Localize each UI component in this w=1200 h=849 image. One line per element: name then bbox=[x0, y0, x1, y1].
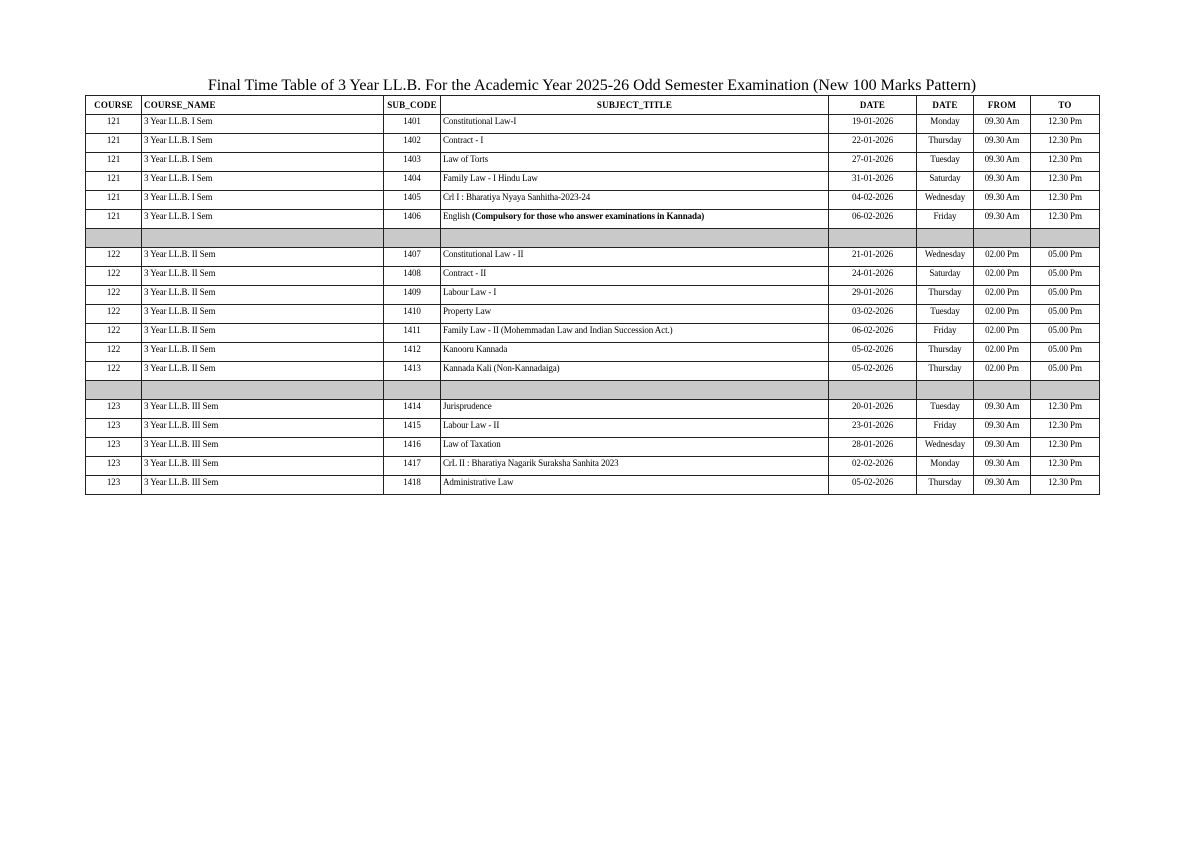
from-cell: 09.30 Am bbox=[974, 438, 1031, 457]
course-cell: 123 bbox=[86, 476, 142, 495]
date-cell: 05-02-2026 bbox=[829, 343, 917, 362]
day-cell: Wednesday bbox=[917, 248, 974, 267]
from-cell: 09.30 Am bbox=[974, 191, 1031, 210]
subject-title-cell bbox=[441, 248, 829, 267]
day-cell: Monday bbox=[917, 115, 974, 134]
to-cell: 12.30 Pm bbox=[1031, 191, 1100, 210]
course-name-cell: 3 Year LL.B. III Sem bbox=[142, 419, 384, 438]
separator-cell bbox=[917, 229, 974, 248]
to-cell: 12.30 Pm bbox=[1031, 115, 1100, 134]
course-cell: 121 bbox=[86, 210, 142, 229]
to-cell: 05.00 Pm bbox=[1031, 286, 1100, 305]
separator-cell bbox=[384, 381, 441, 400]
subject-title-text: Family Law - I Hindu Law bbox=[443, 173, 538, 183]
from-cell: 09.30 Am bbox=[974, 134, 1031, 153]
from-cell: 02.00 Pm bbox=[974, 324, 1031, 343]
to-cell: 12.30 Pm bbox=[1031, 400, 1100, 419]
to-cell: 12.30 Pm bbox=[1031, 134, 1100, 153]
separator-cell bbox=[142, 381, 384, 400]
course-name-cell: 3 Year LL.B. II Sem bbox=[142, 286, 384, 305]
subject-title-cell bbox=[441, 476, 829, 495]
course-name-cell: 3 Year LL.B. I Sem bbox=[142, 172, 384, 191]
course-cell: 122 bbox=[86, 343, 142, 362]
separator-cell bbox=[1031, 229, 1100, 248]
to-cell: 05.00 Pm bbox=[1031, 267, 1100, 286]
course-cell: 123 bbox=[86, 457, 142, 476]
subject-title-cell bbox=[441, 153, 829, 172]
course-cell: 121 bbox=[86, 134, 142, 153]
course-name-cell: 3 Year LL.B. II Sem bbox=[142, 324, 384, 343]
sub-code-cell: 1406 bbox=[384, 210, 441, 229]
group-separator-row bbox=[86, 229, 1100, 248]
from-cell: 09.30 Am bbox=[974, 115, 1031, 134]
from-cell: 09.30 Am bbox=[974, 419, 1031, 438]
course-cell: 123 bbox=[86, 419, 142, 438]
subject-note-text: (Compulsory for those who answer examinations in Kannada) bbox=[471, 211, 705, 221]
course-cell: 123 bbox=[86, 400, 142, 419]
course-cell: 121 bbox=[86, 153, 142, 172]
course-name-cell: 3 Year LL.B. II Sem bbox=[142, 248, 384, 267]
subject-title-cell bbox=[441, 210, 829, 229]
subject-title-text: Jurisprudence bbox=[443, 401, 492, 411]
to-cell: 05.00 Pm bbox=[1031, 362, 1100, 381]
subject-title-text: Kanooru Kannada bbox=[443, 344, 508, 354]
table-row bbox=[86, 476, 1100, 495]
course-cell: 121 bbox=[86, 191, 142, 210]
table-row bbox=[86, 286, 1100, 305]
course-name-cell: 3 Year LL.B. II Sem bbox=[142, 267, 384, 286]
date-cell: 05-02-2026 bbox=[829, 476, 917, 495]
from-cell: 02.00 Pm bbox=[974, 305, 1031, 324]
course-cell: 122 bbox=[86, 362, 142, 381]
from-cell: 02.00 Pm bbox=[974, 267, 1031, 286]
day-cell: Friday bbox=[917, 210, 974, 229]
header-row bbox=[86, 96, 1100, 115]
sub-code-cell: 1413 bbox=[384, 362, 441, 381]
day-cell: Saturday bbox=[917, 267, 974, 286]
separator-cell bbox=[1031, 381, 1100, 400]
separator-cell bbox=[86, 381, 142, 400]
subject-title-text: Law of Taxation bbox=[443, 439, 501, 449]
to-cell: 12.30 Pm bbox=[1031, 457, 1100, 476]
date-cell: 05-02-2026 bbox=[829, 362, 917, 381]
header-subject-title: SUBJECT_TITLE bbox=[441, 96, 829, 115]
table-row bbox=[86, 362, 1100, 381]
day-cell: Friday bbox=[917, 419, 974, 438]
to-cell: 05.00 Pm bbox=[1031, 343, 1100, 362]
separator-cell bbox=[829, 229, 917, 248]
from-cell: 02.00 Pm bbox=[974, 286, 1031, 305]
header-date: DATE bbox=[829, 96, 917, 115]
sub-code-cell: 1414 bbox=[384, 400, 441, 419]
to-cell: 05.00 Pm bbox=[1031, 305, 1100, 324]
sub-code-cell: 1409 bbox=[384, 286, 441, 305]
to-cell: 12.30 Pm bbox=[1031, 438, 1100, 457]
course-name-cell: 3 Year LL.B. I Sem bbox=[142, 210, 384, 229]
date-cell: 27-01-2026 bbox=[829, 153, 917, 172]
subject-title-cell bbox=[441, 324, 829, 343]
day-cell: Thursday bbox=[917, 343, 974, 362]
separator-cell bbox=[384, 229, 441, 248]
course-name-cell: 3 Year LL.B. III Sem bbox=[142, 400, 384, 419]
day-cell: Thursday bbox=[917, 286, 974, 305]
header-from: FROM bbox=[974, 96, 1031, 115]
subject-title-text: CrL II : Bharatiya Nagarik Suraksha Sanhita 2023 bbox=[443, 458, 619, 468]
sub-code-cell: 1407 bbox=[384, 248, 441, 267]
to-cell: 12.30 Pm bbox=[1031, 476, 1100, 495]
group-separator-row bbox=[86, 381, 1100, 400]
table-row bbox=[86, 438, 1100, 457]
day-cell: Tuesday bbox=[917, 153, 974, 172]
subject-title-text: Administrative Law bbox=[443, 477, 514, 487]
date-cell: 04-02-2026 bbox=[829, 191, 917, 210]
to-cell: 12.30 Pm bbox=[1031, 172, 1100, 191]
day-cell: Thursday bbox=[917, 134, 974, 153]
subject-title-cell bbox=[441, 343, 829, 362]
day-cell: Monday bbox=[917, 457, 974, 476]
date-cell: 02-02-2026 bbox=[829, 457, 917, 476]
subject-title-text: Labour Law - I bbox=[443, 287, 497, 297]
subject-title-cell bbox=[441, 419, 829, 438]
course-cell: 122 bbox=[86, 305, 142, 324]
course-cell: 122 bbox=[86, 248, 142, 267]
subject-title-cell bbox=[441, 457, 829, 476]
date-cell: 23-01-2026 bbox=[829, 419, 917, 438]
day-cell: Tuesday bbox=[917, 305, 974, 324]
table-row bbox=[86, 267, 1100, 286]
subject-title-cell bbox=[441, 115, 829, 134]
course-cell: 122 bbox=[86, 286, 142, 305]
page-title: Final Time Table of 3 Year LL.B. For the Academic Year 2025-26 Odd Semester Examination (New 100 Marks Pattern) bbox=[207, 77, 977, 94]
subject-title-text: Kannada Kali (Non-Kannadaiga) bbox=[443, 363, 560, 373]
table-row bbox=[86, 419, 1100, 438]
day-cell: Thursday bbox=[917, 362, 974, 381]
from-cell: 09.30 Am bbox=[974, 153, 1031, 172]
course-name-cell: 3 Year LL.B. II Sem bbox=[142, 305, 384, 324]
separator-cell bbox=[142, 229, 384, 248]
subject-title-cell bbox=[441, 172, 829, 191]
subject-title-text: Constitutional Law-I bbox=[443, 116, 517, 126]
separator-cell bbox=[441, 381, 829, 400]
sub-code-cell: 1412 bbox=[384, 343, 441, 362]
sub-code-cell: 1403 bbox=[384, 153, 441, 172]
to-cell: 12.30 Pm bbox=[1031, 153, 1100, 172]
date-cell: 31-01-2026 bbox=[829, 172, 917, 191]
subject-title-text: Property Law bbox=[443, 306, 492, 316]
header-day: DATE bbox=[917, 96, 974, 115]
sub-code-cell: 1416 bbox=[384, 438, 441, 457]
separator-cell bbox=[917, 381, 974, 400]
from-cell: 02.00 Pm bbox=[974, 343, 1031, 362]
subject-title-cell bbox=[441, 286, 829, 305]
date-cell: 20-01-2026 bbox=[829, 400, 917, 419]
subject-title-text: English bbox=[443, 211, 472, 221]
from-cell: 02.00 Pm bbox=[974, 362, 1031, 381]
from-cell: 09.30 Am bbox=[974, 476, 1031, 495]
course-name-cell: 3 Year LL.B. II Sem bbox=[142, 362, 384, 381]
table-row bbox=[86, 191, 1100, 210]
separator-cell bbox=[974, 381, 1031, 400]
from-cell: 09.30 Am bbox=[974, 210, 1031, 229]
sub-code-cell: 1417 bbox=[384, 457, 441, 476]
from-cell: 09.30 Am bbox=[974, 457, 1031, 476]
subject-title-cell bbox=[441, 305, 829, 324]
date-cell: 29-01-2026 bbox=[829, 286, 917, 305]
date-cell: 24-01-2026 bbox=[829, 267, 917, 286]
table-row bbox=[86, 248, 1100, 267]
sub-code-cell: 1408 bbox=[384, 267, 441, 286]
to-cell: 12.30 Pm bbox=[1031, 210, 1100, 229]
to-cell: 05.00 Pm bbox=[1031, 248, 1100, 267]
table-row bbox=[86, 324, 1100, 343]
sub-code-cell: 1410 bbox=[384, 305, 441, 324]
subject-title-text: Contract - II bbox=[443, 268, 487, 278]
header-sub-code: SUB_CODE bbox=[384, 96, 441, 115]
course-cell: 123 bbox=[86, 438, 142, 457]
day-cell: Tuesday bbox=[917, 400, 974, 419]
timetable bbox=[85, 95, 1100, 495]
timetable-body bbox=[86, 115, 1100, 495]
date-cell: 19-01-2026 bbox=[829, 115, 917, 134]
subject-title-cell bbox=[441, 400, 829, 419]
table-row bbox=[86, 457, 1100, 476]
day-cell: Friday bbox=[917, 324, 974, 343]
table-row bbox=[86, 153, 1100, 172]
date-cell: 06-02-2026 bbox=[829, 210, 917, 229]
table-row bbox=[86, 343, 1100, 362]
course-cell: 122 bbox=[86, 324, 142, 343]
subject-title-cell bbox=[441, 438, 829, 457]
sub-code-cell: 1418 bbox=[384, 476, 441, 495]
course-name-cell: 3 Year LL.B. III Sem bbox=[142, 438, 384, 457]
course-name-cell: 3 Year LL.B. I Sem bbox=[142, 191, 384, 210]
to-cell: 12.30 Pm bbox=[1031, 419, 1100, 438]
table-row bbox=[86, 172, 1100, 191]
sub-code-cell: 1404 bbox=[384, 172, 441, 191]
subject-title-cell bbox=[441, 362, 829, 381]
separator-cell bbox=[441, 229, 829, 248]
header-course: COURSE bbox=[86, 96, 142, 115]
course-cell: 121 bbox=[86, 172, 142, 191]
subject-title-text: Constitutional Law - II bbox=[443, 249, 524, 259]
day-cell: Wednesday bbox=[917, 191, 974, 210]
course-cell: 121 bbox=[86, 115, 142, 134]
date-cell: 06-02-2026 bbox=[829, 324, 917, 343]
subject-title-text: Contract - I bbox=[443, 135, 484, 145]
course-cell: 122 bbox=[86, 267, 142, 286]
subject-title-cell bbox=[441, 191, 829, 210]
date-cell: 28-01-2026 bbox=[829, 438, 917, 457]
sub-code-cell: 1415 bbox=[384, 419, 441, 438]
table-row bbox=[86, 115, 1100, 134]
subject-title-text: Law of Torts bbox=[443, 154, 488, 164]
subject-title-cell bbox=[441, 134, 829, 153]
day-cell: Saturday bbox=[917, 172, 974, 191]
table-row bbox=[86, 305, 1100, 324]
separator-cell bbox=[974, 229, 1031, 248]
table-row bbox=[86, 400, 1100, 419]
day-cell: Wednesday bbox=[917, 438, 974, 457]
subject-title-cell bbox=[441, 267, 829, 286]
subject-title-text: Family Law - II (Mohemmadan Law and Indian Succession Act.) bbox=[443, 325, 673, 335]
header-to: TO bbox=[1031, 96, 1100, 115]
course-name-cell: 3 Year LL.B. II Sem bbox=[142, 343, 384, 362]
sub-code-cell: 1405 bbox=[384, 191, 441, 210]
subject-title-text: Crl I : Bharatiya Nyaya Sanhitha-2023-24 bbox=[443, 192, 591, 202]
course-name-cell: 3 Year LL.B. III Sem bbox=[142, 476, 384, 495]
separator-cell bbox=[86, 229, 142, 248]
sub-code-cell: 1411 bbox=[384, 324, 441, 343]
table-row bbox=[86, 210, 1100, 229]
from-cell: 09.30 Am bbox=[974, 400, 1031, 419]
course-name-cell: 3 Year LL.B. I Sem bbox=[142, 153, 384, 172]
sub-code-cell: 1401 bbox=[384, 115, 441, 134]
date-cell: 21-01-2026 bbox=[829, 248, 917, 267]
course-name-cell: 3 Year LL.B. I Sem bbox=[142, 115, 384, 134]
date-cell: 03-02-2026 bbox=[829, 305, 917, 324]
course-name-cell: 3 Year LL.B. I Sem bbox=[142, 134, 384, 153]
date-cell: 22-01-2026 bbox=[829, 134, 917, 153]
day-cell: Thursday bbox=[917, 476, 974, 495]
subject-title-text: Labour Law - II bbox=[443, 420, 500, 430]
separator-cell bbox=[829, 381, 917, 400]
header-course-name: COURSE_NAME bbox=[142, 96, 384, 115]
table-row bbox=[86, 134, 1100, 153]
sub-code-cell: 1402 bbox=[384, 134, 441, 153]
from-cell: 02.00 Pm bbox=[974, 248, 1031, 267]
to-cell: 05.00 Pm bbox=[1031, 324, 1100, 343]
course-name-cell: 3 Year LL.B. III Sem bbox=[142, 457, 384, 476]
from-cell: 09.30 Am bbox=[974, 172, 1031, 191]
